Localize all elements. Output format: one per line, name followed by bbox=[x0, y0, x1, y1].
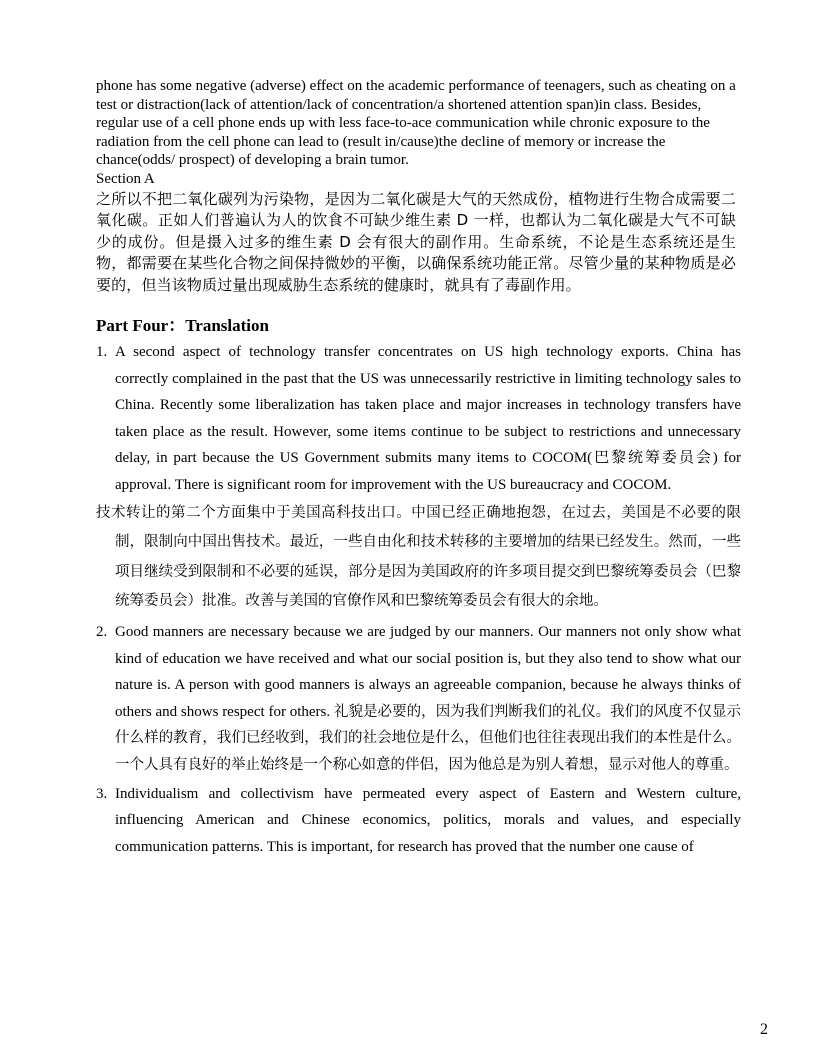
intro-block bbox=[96, 77, 736, 296]
item-number: 1. bbox=[96, 344, 108, 360]
item-english-text: A second aspect of technology transfer concentrates on US high technology exports. China has correctly complained in the past that the US was unnecessarily restrictive in limiting technology sales to China. Recently some liberalization has taken place and major increases in technology transfers have taken place as the result. However, some items continue to be subject to restrictions and unnecessary delay, in part because the US Government submits many items to COCOM(巴黎统筹委员会) for approval. There is significant room for improvement with the US bureaucracy and COCOM. bbox=[115, 344, 741, 493]
section-label: Section A bbox=[96, 170, 155, 187]
item-english-text: Good manners are necessary because we are judged by our manners. Our manners not only show what kind of education we have received and what our social position is, but they also tend to show what our nature is. A person with good manners is always an agreeable companion, because he always thinks of others and shows respect for others. bbox=[115, 623, 741, 720]
item-chinese-text: 技术转让的第二个方面集中于美国高科技出口。中国已经正确地抱怨，在过去，美国是不必要的限制，限制向中国出售技术。最近，一些自由化和技术转移的主要增加的结果已经发生。然而，一些项目继续受到限制和不必要的延误，部分是因为美国政府的许多项目提交到巴黎统筹委员会（巴黎统筹委员会）批准。改善与美国的官僚作风和巴黎统筹委员会有很大的余地。 bbox=[96, 504, 741, 610]
translation-list bbox=[96, 339, 741, 860]
translation-item-3 bbox=[96, 781, 741, 861]
item-number: 2. bbox=[96, 623, 108, 640]
item-chinese-text: 礼貌是必要的，因为我们判断我们的礼仪。我们的风度不仅显示什么样的教育，我们已经收到，我们的社会地位是什么，但他们也往往表现出我们的本性是什么。一个人具有良好的举止始终是一个称心如意的伴侣，因为他总是为别人着想，显示对他人的尊重。 bbox=[115, 703, 741, 773]
section-heading: Part Four：Translation bbox=[96, 316, 269, 335]
intro-paragraph: phone has some negative (adverse) effect on the academic performance of teenagers, such as cheating on a test or distraction(lack of attention/lack of concentration/a shortened attention span)in class. Besides, regular use of a cell phone ends up with less face-to-ace communication while chronic exposure to the radiation from the cell phone can lead to (result in/cause)the decline of memory or increase the chance(odds/ prospect) of developing a brain tumor. bbox=[96, 78, 736, 169]
item-number: 3. bbox=[96, 785, 108, 802]
translation-item-1 bbox=[96, 339, 741, 499]
chinese-paragraph: 之所以不把二氧化碳列为污染物，是因为二氧化碳是大气的天然成份，植物进行生物合成需要二氧化碳。正如人们普遍认为人的饮食不可缺少维生素 D 一样，也都认为二氧化碳是大气不可缺少的成份。但是摄入过多的维生素 D 会有很大的副作用。生命系统，不论是生态系统还是生物，都需要在某些化合物之间保持微妙的平衡，以确保系统功能正常。尽管少量的某种物质是必要的，但当该物质过量出现威胁生态系统的健康时，就具有了毒副作用。 bbox=[96, 189, 736, 294]
translation-item-2 bbox=[96, 619, 741, 779]
item-english-text: Individualism and collectivism have permeated every aspect of Eastern and Western culture, influencing American and Chinese economics, politics, morals and values, and especially communication patterns. This is important, for research has proved that the number one cause of bbox=[115, 785, 741, 855]
page-number: 2 bbox=[760, 1021, 768, 1038]
